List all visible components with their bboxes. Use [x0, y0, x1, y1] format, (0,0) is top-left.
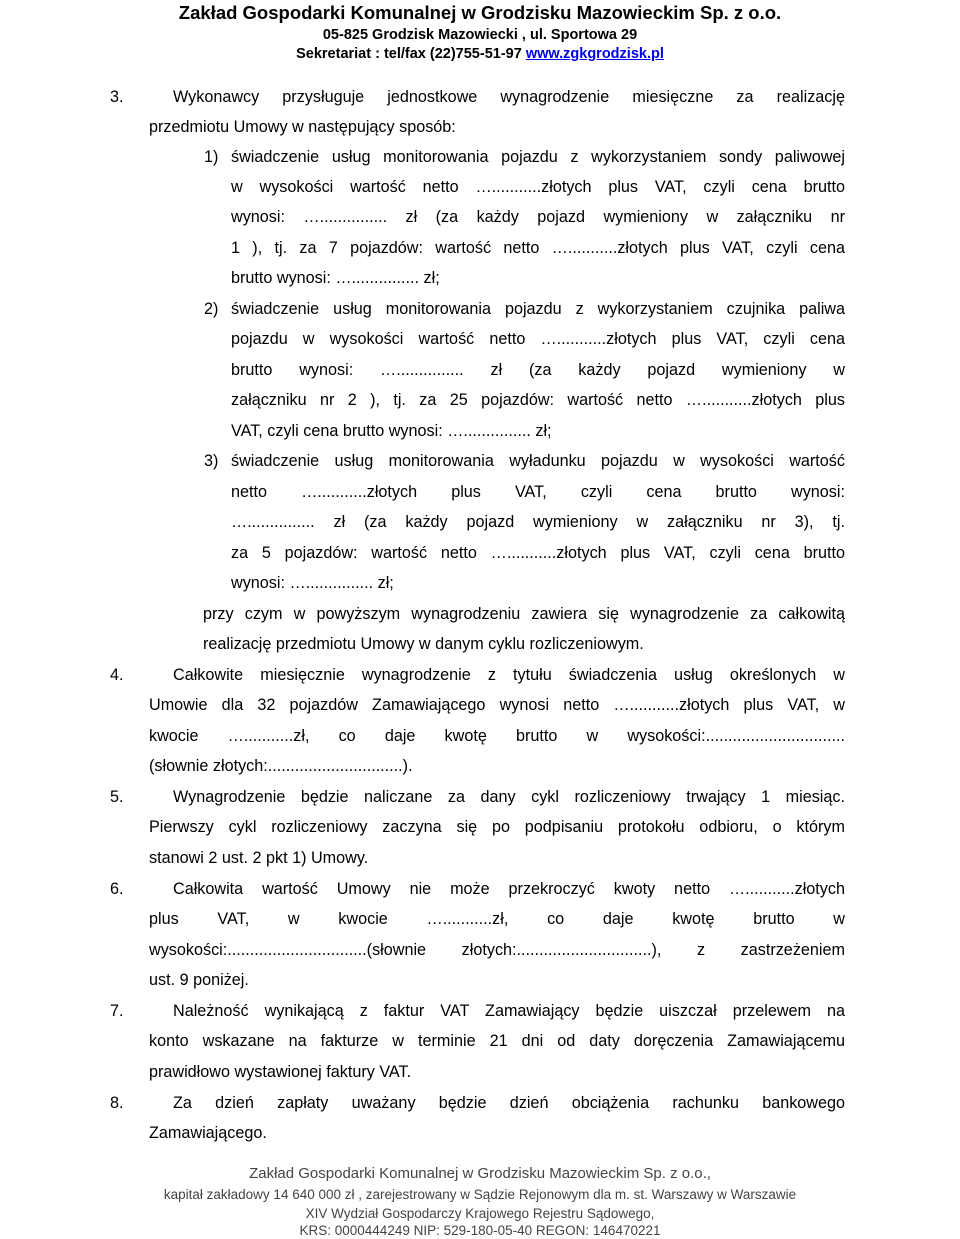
footer-company-name: Zakład Gospodarki Komunalnej w Grodzisku Mazowieckim Sp. z o.o.,	[249, 1165, 711, 1182]
paragraph-line: w wysokości wartość netto …...........złotych plus VAT, czyli cena brutto	[231, 178, 845, 196]
footer-identifiers: KRS: 0000444249 NIP: 529-180-05-40 REGON: 146470221	[299, 1223, 661, 1238]
paragraph-line: netto …...........złotych plus VAT, czyli cena brutto wynosi:	[231, 483, 845, 501]
header-contact	[0, 46, 960, 62]
paragraph-line: realizację przedmiotu Umowy w danym cyklu rozliczeniowym.	[203, 635, 644, 653]
paragraph-line: stanowi 2 ust. 2 pkt 1) Umowy.	[149, 849, 369, 867]
point-number-4: 4.	[110, 666, 124, 684]
paragraph-line: Wynagrodzenie będzie naliczane za dany cykl rozliczeniowy trwający 1 miesiąc.	[173, 788, 845, 806]
paragraph-line: 1 ), tj. za 7 pojazdów: wartość netto …...........złotych plus VAT, czyli cena	[231, 239, 845, 257]
paragraph-line: wysokości:...............................(słownie złotych:..............................), z zastrzeżeniem	[149, 941, 845, 959]
point-number-8: 8.	[110, 1094, 124, 1112]
header-website-link[interactable]: www.zgkgrodzisk.pl	[525, 46, 664, 62]
paragraph-line: brutto wynosi: …............... zł (za każdy pojazd wymieniony w	[231, 361, 845, 379]
subpoint-number-3: 3)	[204, 452, 219, 470]
paragraph-line: Całkowite miesięcznie wynagrodzenie z tytułu świadczenia usług określonych w	[173, 666, 845, 684]
paragraph-line: Pierwszy cykl rozliczeniowy zaczyna się po podpisaniu protokołu odbioru, o którym	[149, 818, 845, 836]
paragraph-line: Wykonawcy przysługuje jednostkowe wynagrodzenie miesięczne za realizację	[173, 88, 845, 106]
paragraph-line: załączniku nr 2 ), tj. za 25 pojazdów: wartość netto …...........złotych plus	[231, 391, 845, 409]
header-contact-text: Sekretariat : tel/fax (22)755-51-97	[296, 46, 526, 62]
footer-court-division: XIV Wydział Gospodarczy Krajowego Rejestru Sądowego,	[305, 1206, 655, 1221]
footer-capital-registration: kapitał zakładowy 14 640 000 zł , zarejestrowany w Sądzie Rejonowym dla m. st. Warszawy w Warszawie	[163, 1187, 797, 1202]
paragraph-line: pojazdu w wysokości wartość netto …...........złotych plus VAT, czyli cena	[231, 330, 845, 348]
paragraph-line: za 5 pojazdów: wartość netto …...........złotych plus VAT, czyli cena brutto	[231, 544, 845, 562]
paragraph-line: przy czym w powyższym wynagrodzeniu zawiera się wynagrodzenie za całkowitą	[203, 605, 845, 623]
paragraph-line: plus VAT, w kwocie …...........zł, co daje kwotę brutto w	[149, 910, 845, 928]
paragraph-line: (słownie złotych:..............................).	[149, 757, 413, 775]
point-number-5: 5.	[110, 788, 124, 806]
paragraph-line: przedmiotu Umowy w następujący sposób:	[149, 118, 456, 136]
paragraph-line: Za dzień zapłaty uważany będzie dzień obciążenia rachunku bankowego	[173, 1094, 845, 1112]
paragraph-line: VAT, czyli cena brutto wynosi: …............... zł;	[231, 422, 552, 440]
paragraph-line: Całkowita wartość Umowy nie może przekroczyć kwoty netto …...........złotych	[173, 880, 845, 898]
paragraph-line: świadczenie usług monitorowania wyładunku pojazdu w wysokości wartość	[231, 452, 845, 470]
point-number-6: 6.	[110, 880, 124, 898]
point-number-3: 3.	[110, 88, 124, 106]
paragraph-line: prawidłowo wystawionej faktury VAT.	[149, 1063, 412, 1081]
paragraph-line: ust. 9 poniżej.	[149, 971, 249, 989]
subpoint-number-2: 2)	[204, 300, 219, 318]
header-address: 05-825 Grodzisk Mazowiecki , ul. Sportowa 29	[322, 27, 638, 43]
paragraph-line: Umowie dla 32 pojazdów Zamawiającego wynosi netto …...........złotych plus VAT, w	[149, 696, 845, 714]
paragraph-line: świadczenie usług monitorowania pojazdu z wykorzystaniem sondy paliwowej	[231, 148, 845, 166]
paragraph-line: kwocie …...........zł, co daje kwotę brutto w wysokości:...............................	[149, 727, 845, 745]
paragraph-line: konto wskazane na fakturze w terminie 21 dni od daty doręczenia Zamawiającemu	[149, 1032, 845, 1050]
paragraph-line: …............... zł (za każdy pojazd wymieniony w załączniku nr 3), tj.	[231, 513, 845, 531]
paragraph-line: wynosi: …............... zł (za każdy pojazd wymieniony w załączniku nr	[231, 208, 845, 226]
point-number-7: 7.	[110, 1002, 124, 1020]
paragraph-line: wynosi: …............... zł;	[231, 574, 394, 592]
paragraph-line: świadczenie usług monitorowania pojazdu z wykorzystaniem czujnika paliwa	[231, 300, 845, 318]
paragraph-line: Zamawiającego.	[149, 1124, 267, 1142]
paragraph-line: brutto wynosi: …............... zł;	[231, 269, 440, 287]
subpoint-number-1: 1)	[204, 148, 219, 166]
paragraph-line: Należność wynikającą z faktur VAT Zamawiający będzie uiszczał przelewem na	[173, 1002, 845, 1020]
header-company-name: Zakład Gospodarki Komunalnej w Grodzisku Mazowieckim Sp. z o.o.	[178, 2, 782, 23]
